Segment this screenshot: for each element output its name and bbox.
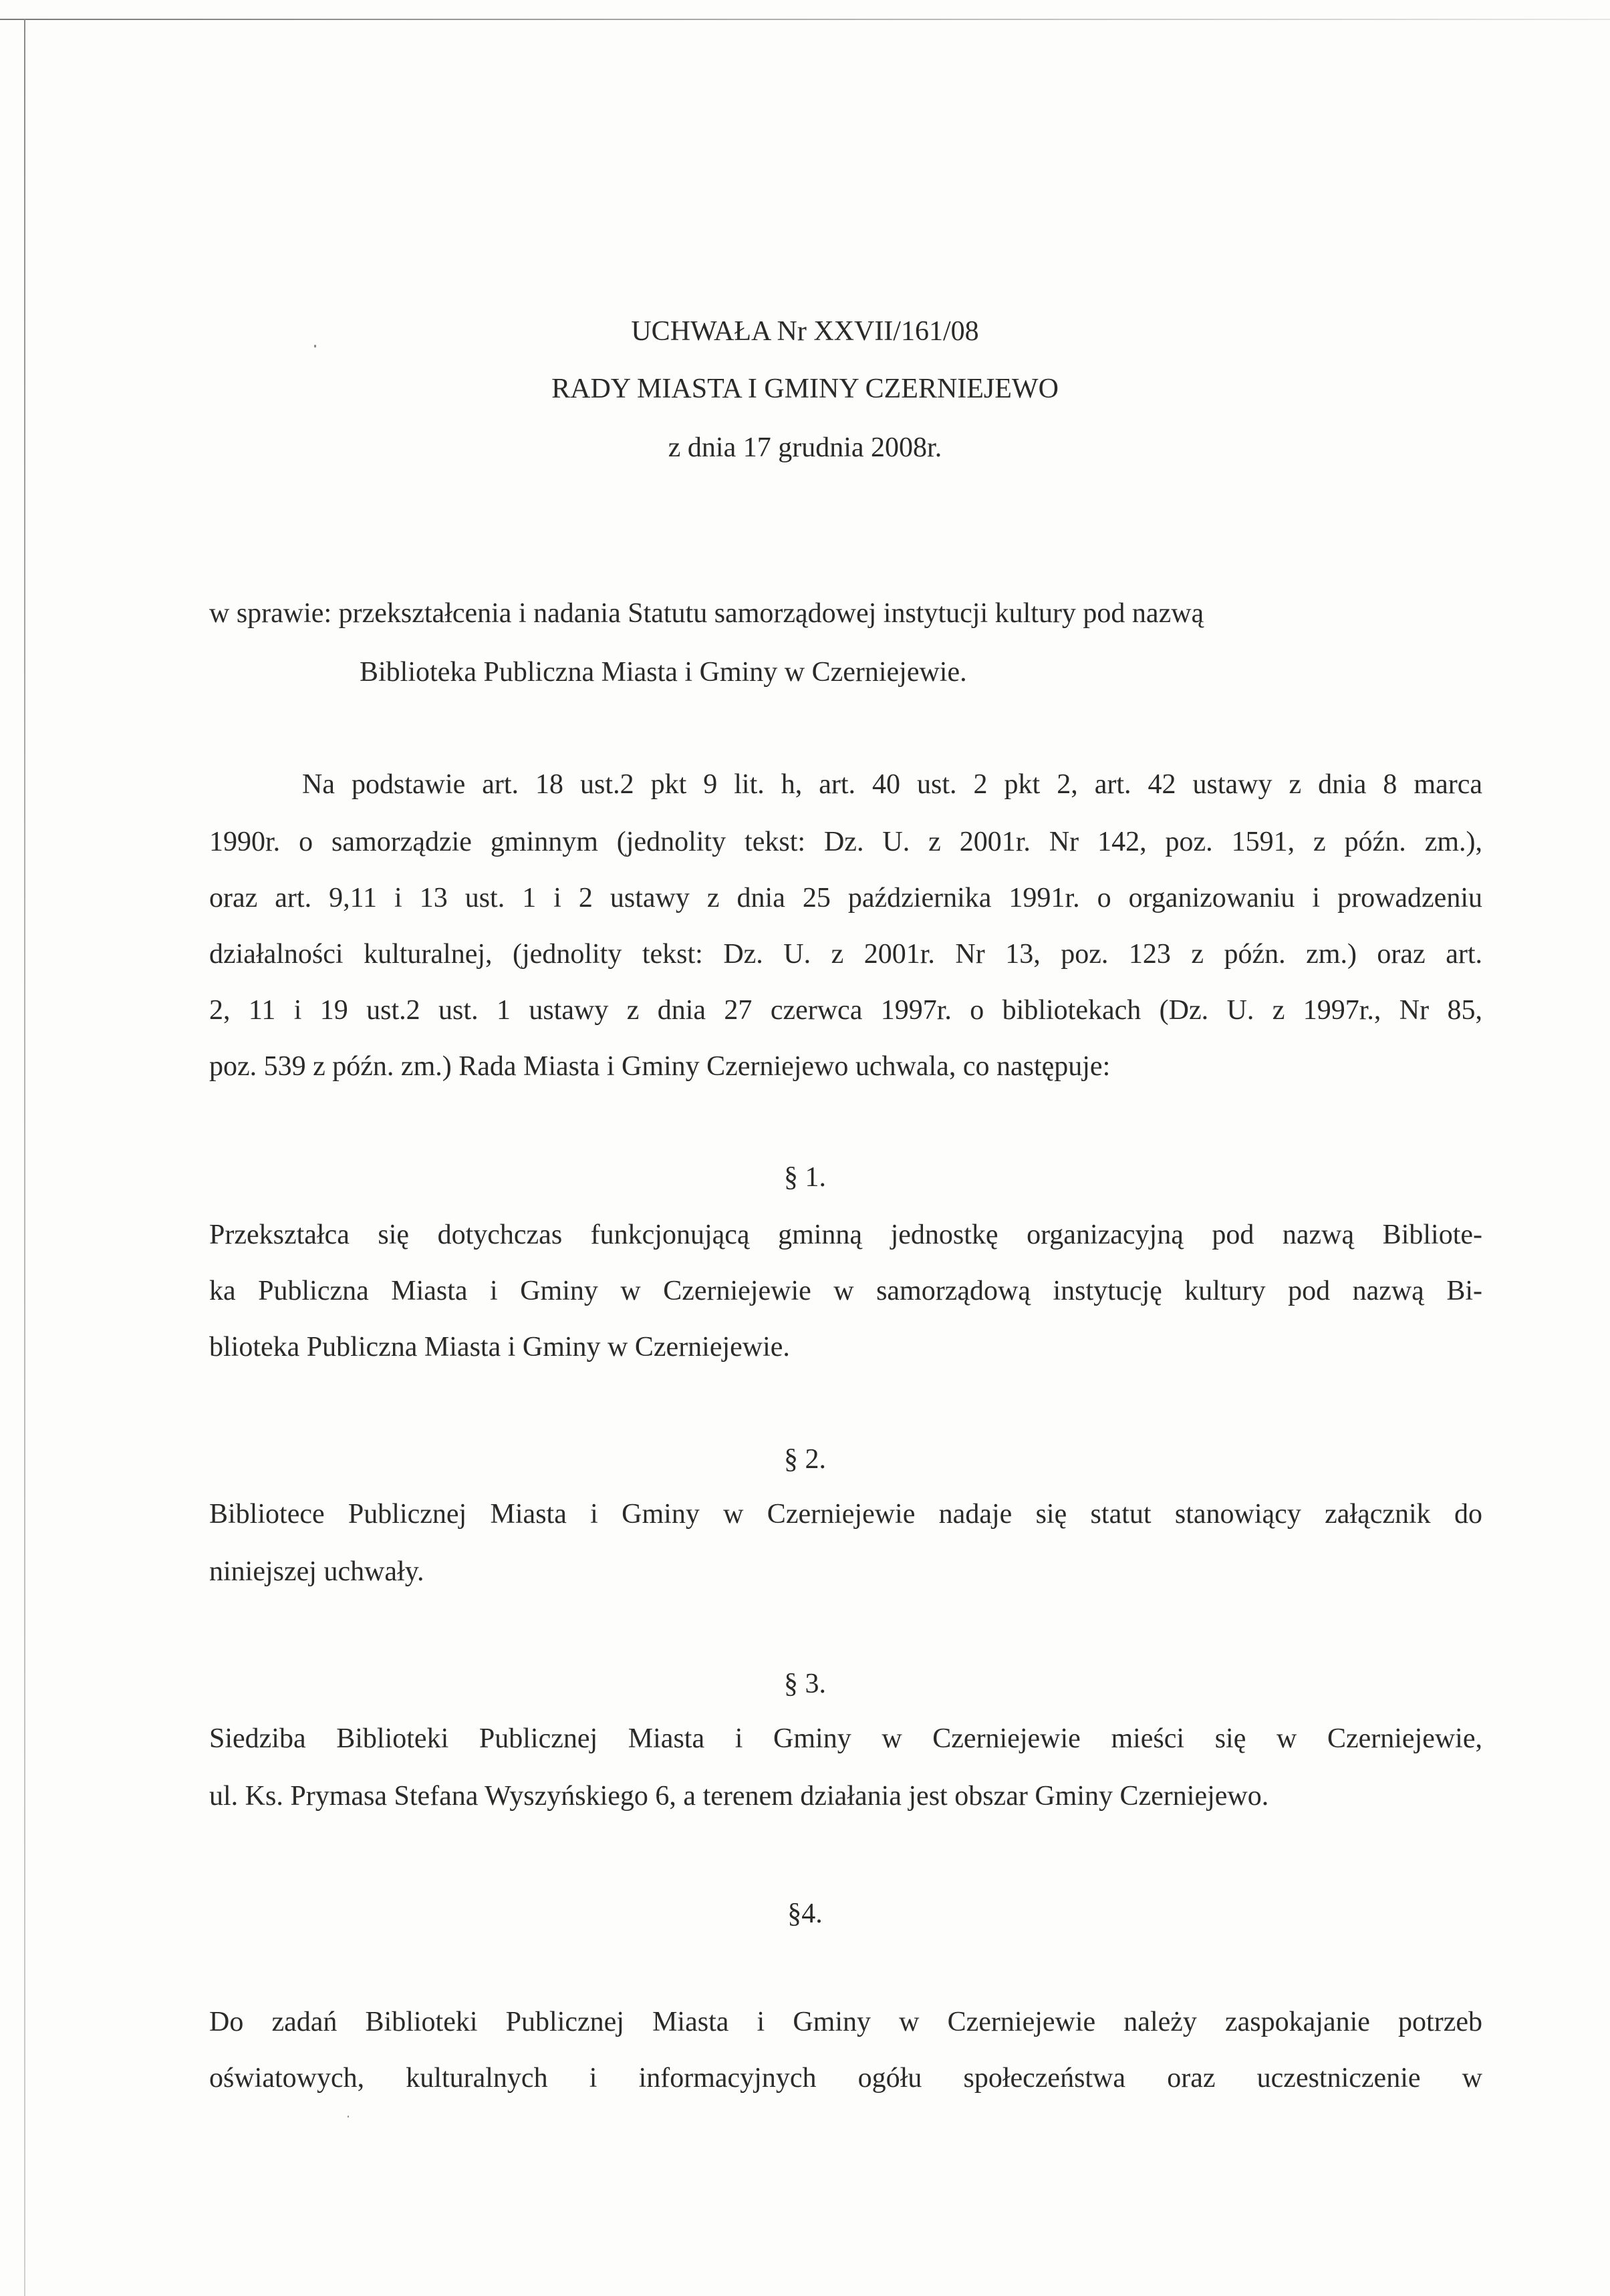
preamble-line: Na podstawie art. 18 ust.2 pkt 9 lit. h, art. 40 ust. 2 pkt 2, art. 42 ustawy z dnia 8 marca — [302, 769, 1482, 800]
section-line: niniejszej uchwały. — [209, 1556, 424, 1587]
scan-edge-top — [0, 19, 1610, 20]
scan-edge-left — [24, 19, 25, 2296]
subject-line-2: Biblioteka Publiczna Miasta i Gminy w Czerniejewie. — [360, 657, 967, 688]
preamble-line: oraz art. 9,11 i 13 ust. 1 i 2 ustawy z dnia 25 października 1991r. o organizowaniu i prowadzeniu — [209, 883, 1482, 913]
resolution-title: UCHWAŁA Nr XXVII/161/08 — [631, 316, 979, 347]
section-heading: § 2. — [784, 1444, 826, 1475]
section-line: Do zadań Biblioteki Publicznej Miasta i Gminy w Czerniejewie należy zaspokajanie potrzeb — [209, 2007, 1482, 2037]
preamble-line: poz. 539 z późn. zm.) Rada Miasta i Gminy Czerniejewo uchwala, co następuje: — [209, 1051, 1111, 1082]
section-line: ka Publiczna Miasta i Gminy w Czerniejewie w samorządową instytucję kultury pod nazwą Bi- — [209, 1276, 1482, 1306]
section-line: ul. Ks. Prymasa Stefana Wyszyńskiego 6, a terenem działania jest obszar Gminy Czerniejewo. — [209, 1781, 1269, 1812]
council-name: RADY MIASTA I GMINY CZERNIEJEWO — [551, 374, 1059, 404]
section-line: oświatowych, kulturalnych i informacyjnych ogółu społeczeństwa oraz uczestniczenie w — [209, 2063, 1482, 2094]
section-line: blioteka Publiczna Miasta i Gminy w Czerniejewie. — [209, 1332, 790, 1362]
scan-dust-mark — [348, 2116, 349, 2118]
preamble-line: 2, 11 i 19 ust.2 ust. 1 ustawy z dnia 27 czerwca 1997r. o bibliotekach (Dz. U. z 1997r., Nr 85, — [209, 995, 1482, 1026]
section-heading: § 3. — [784, 1669, 826, 1699]
preamble-line: działalności kulturalnej, (jednolity tekst: Dz. U. z 2001r. Nr 13, poz. 123 z późn. zm.) oraz art. — [209, 939, 1482, 970]
section-heading: §4. — [787, 1898, 823, 1929]
section-line: Przekształca się dotychczas funkcjonującą gminną jednostkę organizacyjną pod nazwą Bibliote- — [209, 1219, 1482, 1250]
resolution-date: z dnia 17 grudnia 2008r. — [668, 432, 942, 463]
section-heading: § 1. — [784, 1162, 826, 1193]
section-line: Siedziba Biblioteki Publicznej Miasta i Gminy w Czerniejewie mieści się w Czerniejewie, — [209, 1723, 1482, 1754]
preamble-line: 1990r. o samorządzie gminnym (jednolity tekst: Dz. U. z 2001r. Nr 142, poz. 1591, z późn. zm.), — [209, 827, 1482, 857]
section-line: Bibliotece Publicznej Miasta i Gminy w Czerniejewie nadaje się statut stanowiący załącznik do — [209, 1499, 1482, 1530]
subject-line-1: w sprawie: przekształcenia i nadania Statutu samorządowej instytucji kultury pod nazwą — [209, 598, 1204, 629]
